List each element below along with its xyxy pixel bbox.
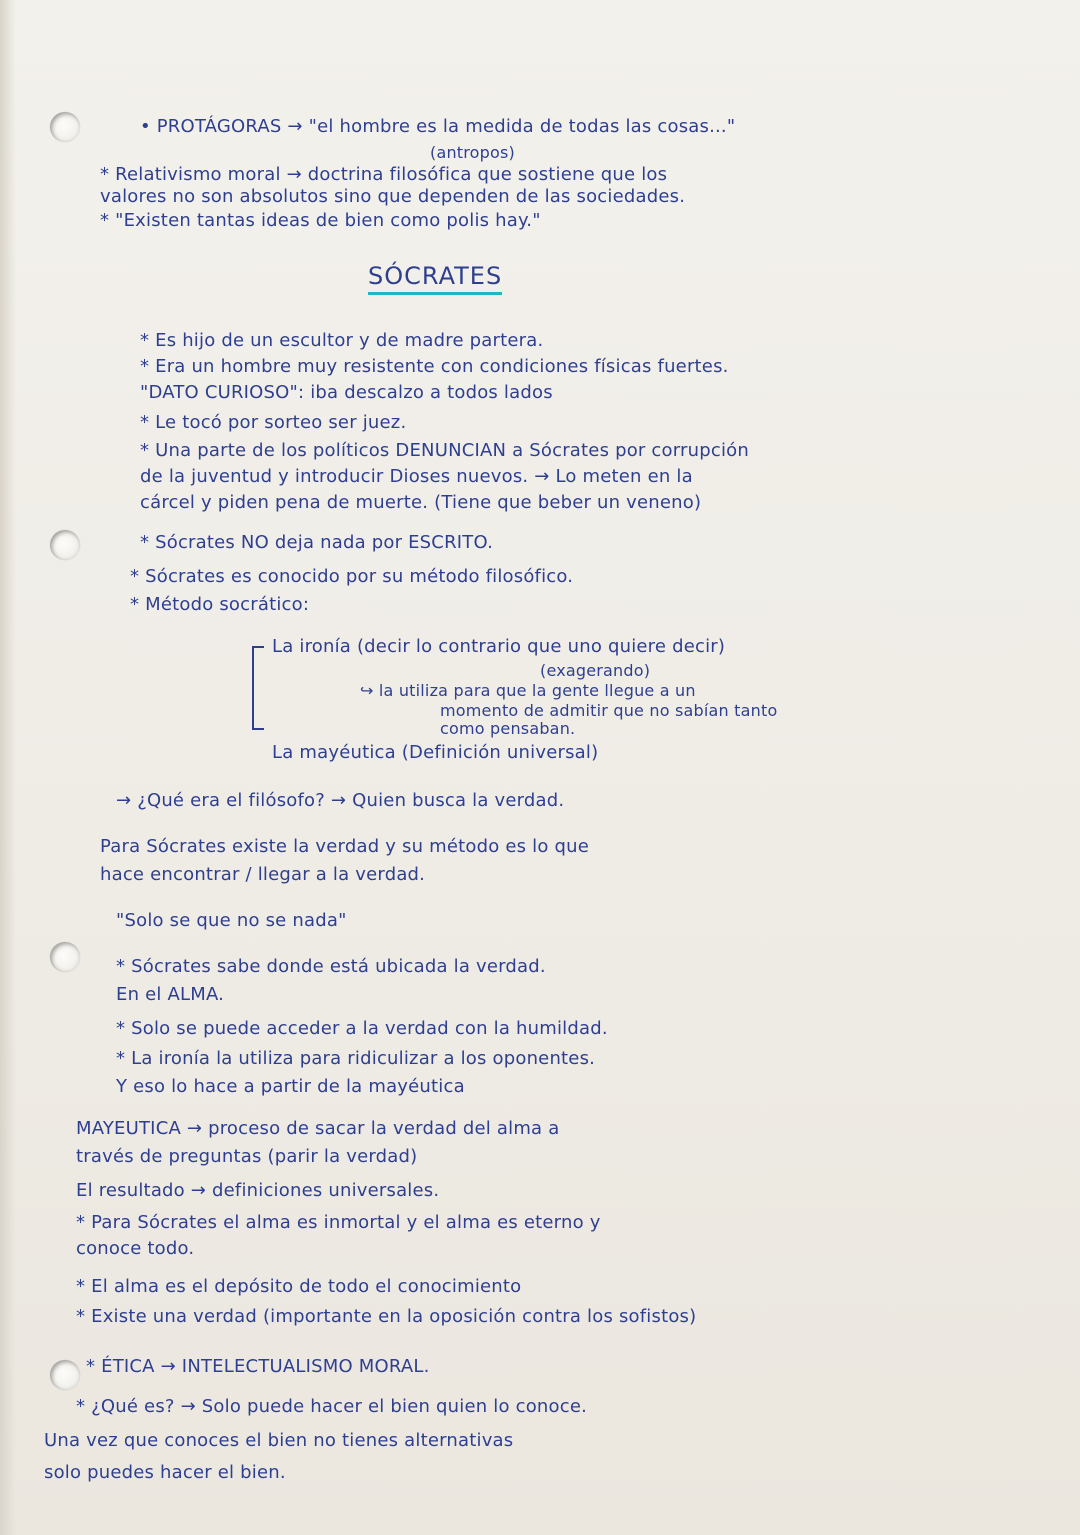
note-line: ↪ la utiliza para que la gente llegue a un	[360, 681, 696, 700]
note-line: * Sócrates es conocido por su método filosófico.	[130, 566, 574, 587]
note-line: valores no son absolutos sino que dependen de las sociedades.	[100, 186, 686, 207]
method-bracket	[252, 646, 268, 730]
note-line: * Método socrático:	[130, 594, 310, 615]
note-line: * Le tocó por sorteo ser juez.	[140, 412, 407, 433]
binder-hole	[50, 1360, 80, 1390]
note-line: * La ironía la utiliza para ridiculizar a los oponentes.	[116, 1048, 596, 1069]
note-line: Y eso lo hace a partir de la mayéutica	[116, 1076, 465, 1097]
note-line: * Solo se puede acceder a la verdad con la humildad.	[116, 1018, 608, 1039]
note-line: * ¿Qué es? → Solo puede hacer el bien quien lo conoce.	[76, 1396, 588, 1417]
note-line: hace encontrar / llegar a la verdad.	[100, 864, 426, 885]
note-line: → ¿Qué era el filósofo? → Quien busca la verdad.	[116, 790, 565, 811]
note-line: * Para Sócrates el alma es inmortal y el alma es eterno y	[76, 1212, 601, 1233]
page-edge-shadow	[0, 0, 16, 1535]
note-line: * Sócrates sabe donde está ubicada la verdad.	[116, 956, 546, 977]
note-line: conoce todo.	[76, 1238, 195, 1259]
method-irony: La ironía (decir lo contrario que uno quiere decir)	[272, 636, 726, 657]
note-line: solo puedes hacer el bien.	[44, 1462, 286, 1483]
note-line: momento de admitir que no sabían tanto	[440, 701, 778, 720]
note-line: * Sócrates NO deja nada por ESCRITO.	[140, 532, 494, 553]
note-line: * Existe una verdad (importante en la oposición contra los sofistos)	[76, 1306, 697, 1327]
quote-line: "Solo se que no se nada"	[116, 910, 347, 931]
note-line: Para Sócrates existe la verdad y su método es lo que	[100, 836, 589, 857]
note-line: * Una parte de los políticos DENUNCIAN a Sócrates por corrupción	[140, 440, 749, 461]
note-line: Una vez que conoces el bien no tienes alternativas	[44, 1430, 514, 1451]
note-line: El resultado → definiciones universales.	[76, 1180, 440, 1201]
note-line: * El alma es el depósito de todo el conocimiento	[76, 1276, 522, 1297]
note-line: En el ALMA.	[116, 984, 225, 1005]
section-title: SÓCRATES	[368, 262, 502, 295]
note-line: través de preguntas (parir la verdad)	[76, 1146, 418, 1167]
note-line: "DATO CURIOSO": iba descalzo a todos lados	[140, 382, 553, 403]
note-line: * Relativismo moral → doctrina filosófica que sostiene que los	[100, 164, 668, 185]
binder-hole	[50, 530, 80, 560]
note-line: (exagerando)	[540, 661, 651, 680]
note-line: • PROTÁGORAS → "el hombre es la medida de todas las cosas..."	[140, 116, 736, 137]
note-line: (antropos)	[430, 143, 515, 162]
note-line: como pensaban.	[440, 719, 576, 738]
note-line: * "Existen tantas ideas de bien como polis hay."	[100, 210, 541, 231]
note-line: * Es hijo de un escultor y de madre partera.	[140, 330, 544, 351]
note-line: cárcel y piden pena de muerte. (Tiene que beber un veneno)	[140, 492, 702, 513]
method-maieutics: La mayéutica (Definición universal)	[272, 742, 599, 763]
note-line: * Era un hombre muy resistente con condiciones físicas fuertes.	[140, 356, 729, 377]
note-line: de la juventud y introducir Dioses nuevos. → Lo meten en la	[140, 466, 693, 487]
ethics-heading: * ÉTICA → INTELECTUALISMO MORAL.	[86, 1356, 430, 1377]
maieutics-definition: MAYEUTICA → proceso de sacar la verdad del alma a	[76, 1118, 560, 1139]
binder-hole	[50, 112, 80, 142]
binder-hole	[50, 942, 80, 972]
